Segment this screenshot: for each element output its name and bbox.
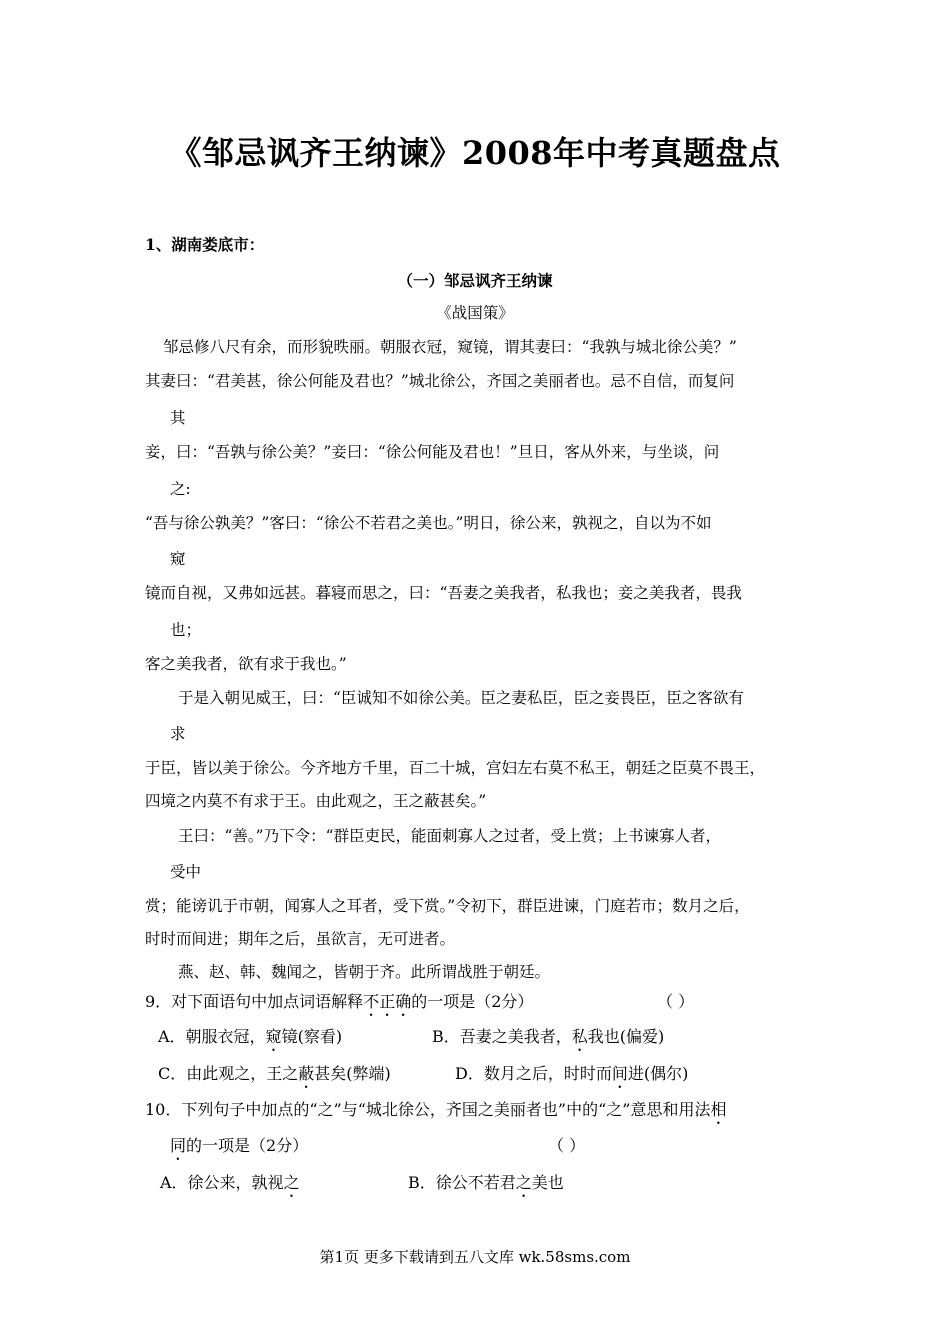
passage-line: 其	[170, 409, 186, 427]
passage-line: 燕、赵、韩、魏闻之，皆朝于齐。此所谓战胜于朝廷。	[178, 963, 551, 981]
passage-line: 妾，曰：“吾孰与徐公美？”妾曰：“徐公何能及君也！”旦日，客从外来，与坐谈，问	[145, 443, 720, 461]
passage-title: （一）邹忌讽齐王纳谏	[397, 271, 553, 290]
passage-source: 《战国策》	[436, 304, 514, 322]
question-9-option-d: D．数月之后，时时而间进(偶尔)	[455, 1064, 689, 1083]
question-10-answer-bracket: （ ）	[548, 1136, 586, 1155]
question-9-stem: 9．对下面语句中加点词语解释不正确的一项是（2分）	[145, 992, 534, 1011]
passage-line: 时时而间进；期年之后，虽欲言，无可进者。	[145, 930, 456, 948]
passage-line: 王曰：“善。”乃下令：“群臣吏民，能面刺寡人之过者，受上赏；上书谏寡人者，	[178, 827, 722, 845]
passage-line: 受中	[170, 863, 202, 881]
passage-line: 其妻曰：“君美甚，徐公何能及君也？”城北徐公，齐国之美丽者也。忌不自信，而复问	[145, 372, 735, 390]
question-9-answer-bracket: （ ）	[657, 992, 695, 1011]
question-10-stem: 10．下列句子中加点的“之”与“城北徐公，齐国之美丽者也”中的“之”意思和用法相	[145, 1100, 727, 1119]
passage-line: “吾与徐公孰美？”客曰：“徐公不若君之美也。”明日，徐公来，孰视之，自以为不如	[145, 514, 712, 532]
passage-line: 赏；能谤讥于市朝，闻寡人之耳者，受下赏。”令初下，群臣进谏，门庭若市；数月之后，	[145, 897, 750, 915]
question-9-option-a: A．朝服衣冠，窥镜(察看)	[158, 1027, 343, 1046]
page-footer: 第1页 更多下载请到五八文库 wk.58sms.com	[319, 1248, 631, 1266]
question-9-option-b: B．吾妻之美我者，私我也(偏爱)	[432, 1027, 665, 1046]
document-title: 《邹忌讽齐王纳谏》2008年中考真题盘点	[169, 134, 781, 172]
question-10-stem-continued: 同的一项是（2分）	[170, 1136, 309, 1155]
question-10-option-a: A．徐公来，孰视之	[160, 1173, 300, 1192]
passage-line: 客之美我者，欲有求于我也。”	[145, 655, 347, 673]
passage-line: 镜而自视，又弗如远甚。暮寝而思之，曰：“吾妻之美我者，私我也；妾之美我者，畏我	[145, 584, 742, 602]
passage-line: 邹忌修八尺有余，而形貌昳丽。朝服衣冠，窥镜，谓其妻曰：“我孰与城北徐公美？”	[163, 338, 737, 356]
passage-line: 之:	[170, 480, 191, 498]
question-9-option-c: C．由此观之，王之蔽甚矣(弊端)	[158, 1064, 391, 1083]
passage-line: 求	[170, 725, 186, 743]
passage-line: 于是入朝见威王，曰：“臣诚知不如徐公美。臣之妻私臣，臣之妾畏臣，臣之客欲有	[178, 689, 744, 707]
passage-line: 于臣，皆以美于徐公。今齐地方千里，百二十城，宫妇左右莫不私王，朝廷之臣莫不畏王，	[145, 759, 766, 777]
section-heading: 1、湖南娄底市：	[145, 235, 265, 254]
question-10-option-b: B．徐公不若君之美也	[408, 1173, 564, 1192]
passage-line: 也；	[170, 621, 202, 639]
passage-line: 四境之内莫不有求于王。由此观之，王之蔽甚矣。”	[145, 792, 487, 810]
passage-line: 窥	[170, 550, 186, 568]
